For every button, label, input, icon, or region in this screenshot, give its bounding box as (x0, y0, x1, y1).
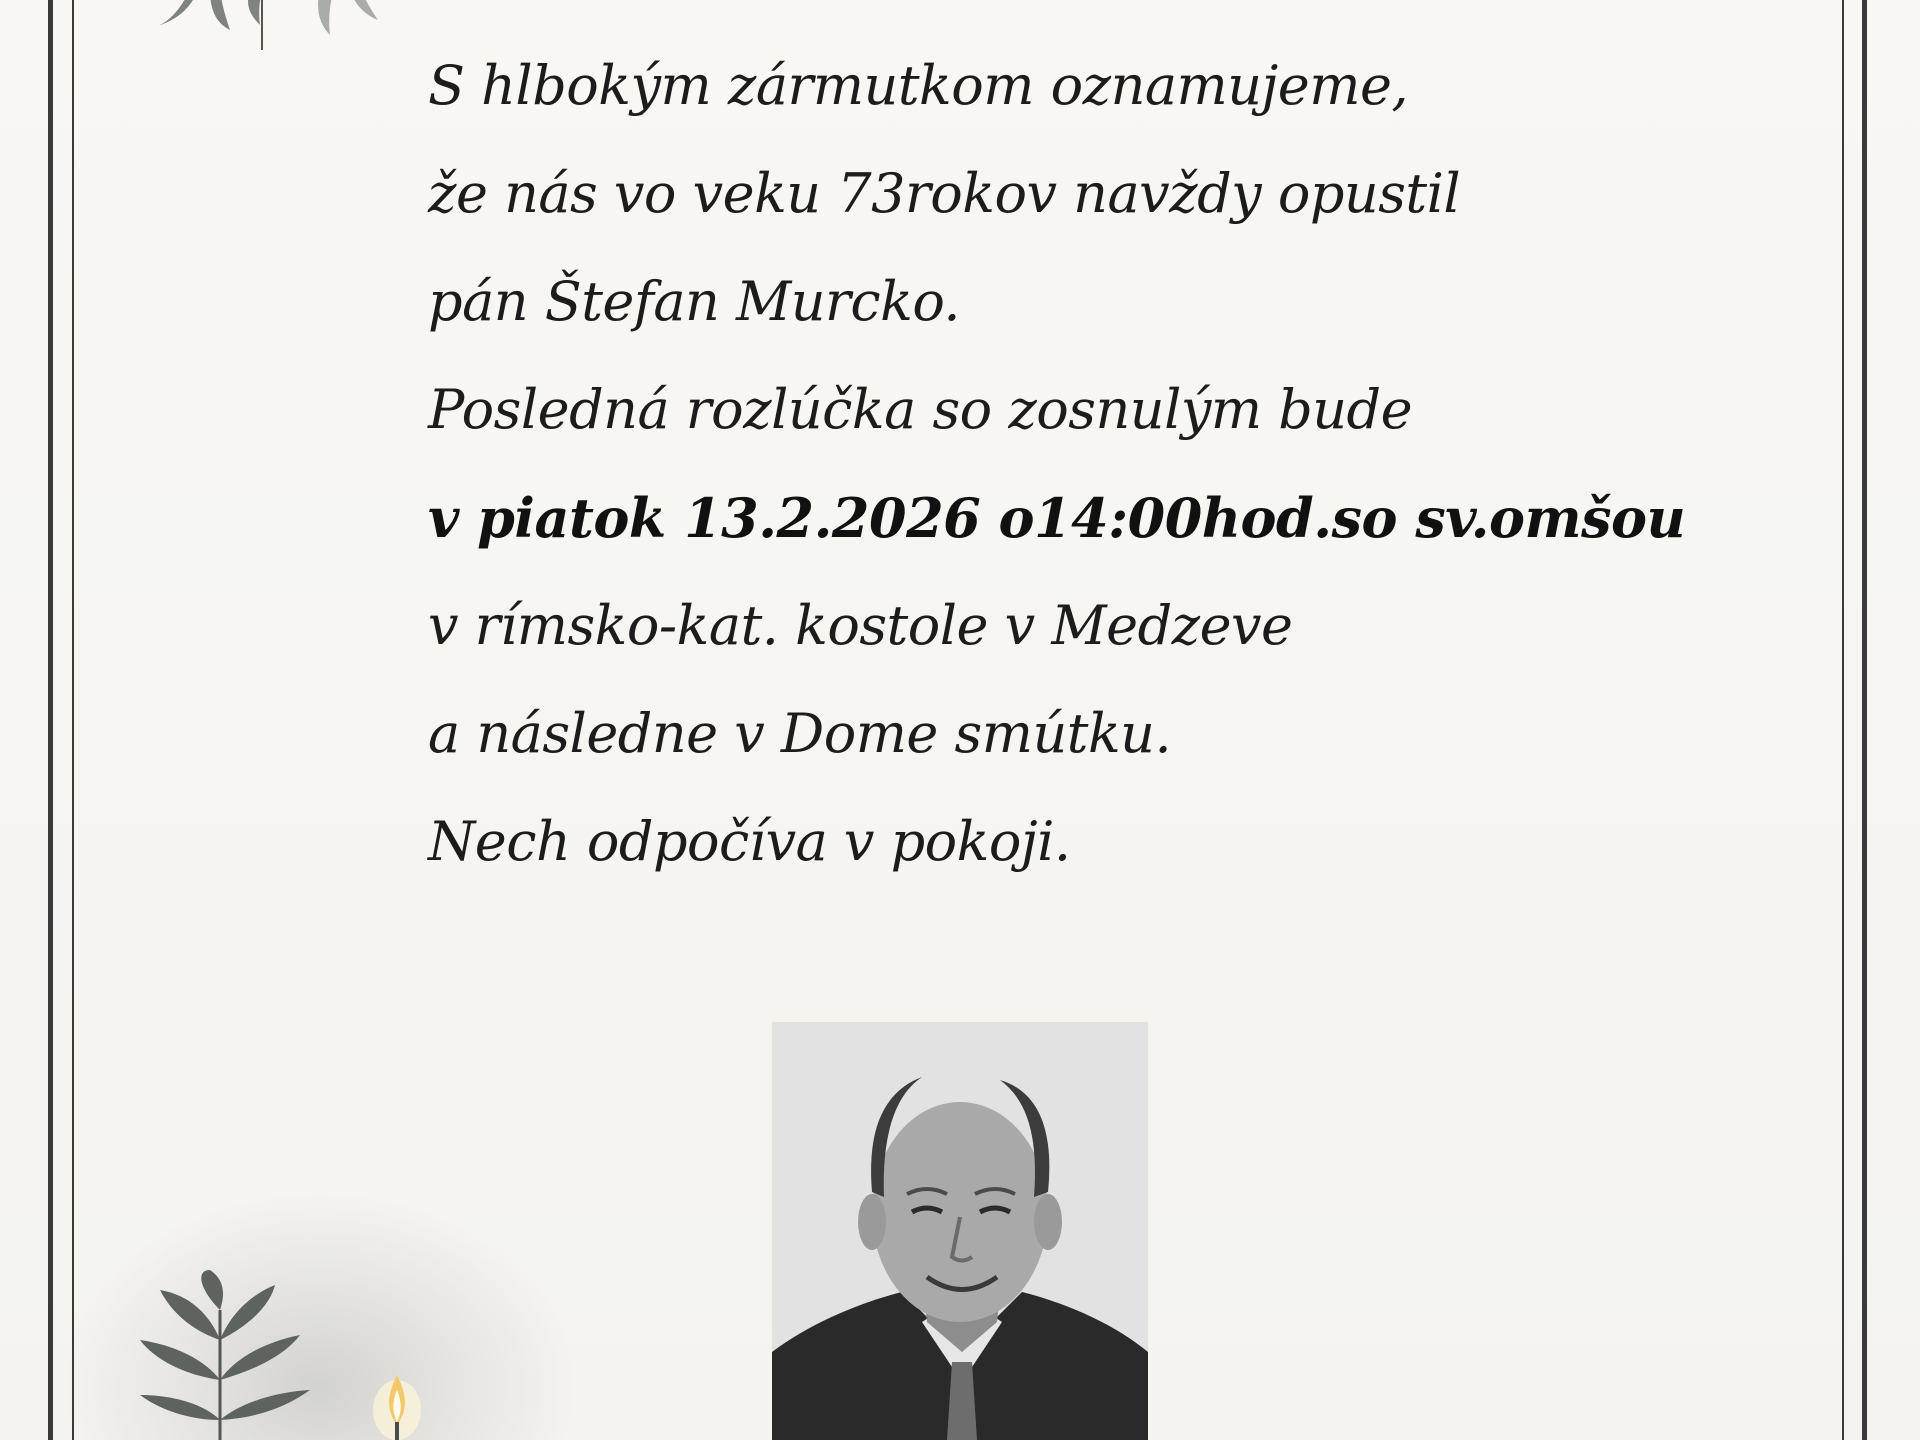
deceased-photo (772, 1022, 1148, 1440)
candle-icon (372, 1370, 422, 1440)
announcement-line: Posledná rozlúčka so zosnulým bude (428, 378, 1413, 441)
frame-border-right-inner (1842, 0, 1844, 1440)
closing-line: Nech odpočíva v pokoji. (428, 810, 1071, 873)
funeral-date-line: v piatok 13.2.2026 o14:00hod.so sv.omšou (428, 486, 1686, 550)
leaves-icon (100, 1270, 340, 1440)
announcement-line: a následne v Dome smútku. (428, 702, 1172, 765)
announcement-line: že nás vo veku 73rokov navždy opustil (428, 162, 1461, 225)
announcement-text (428, 32, 1686, 896)
announcement-line: S hlbokým zármutkom oznamujeme, (428, 54, 1409, 117)
funeral-place-line: v rímsko-kat. kostole v Medzeve (428, 594, 1293, 657)
frame-border-left-outer (48, 0, 53, 1440)
portrait-image (772, 1022, 1148, 1440)
frame-border-right-outer (1862, 0, 1867, 1440)
deceased-name-line: pán Štefan Murcko. (428, 270, 961, 333)
leaves-icon (150, 0, 380, 70)
